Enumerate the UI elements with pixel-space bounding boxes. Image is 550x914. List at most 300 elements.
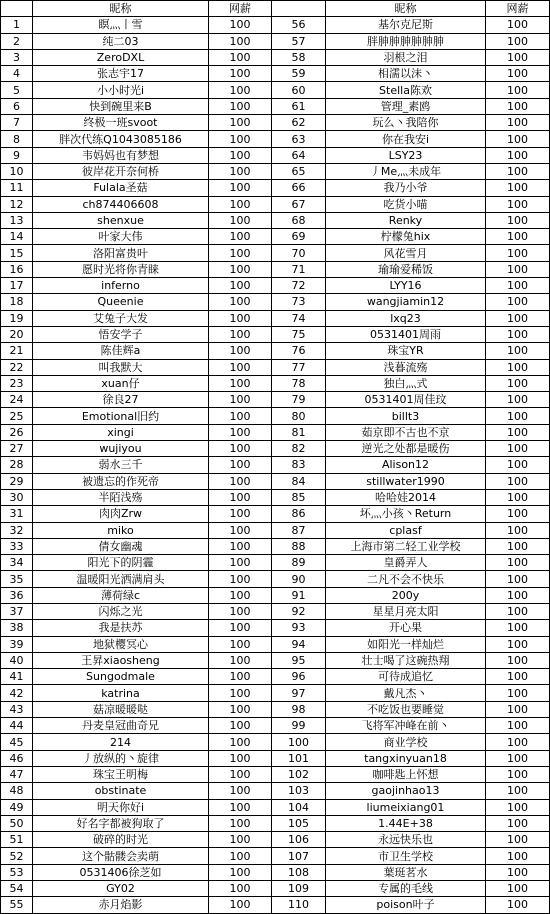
cell-nickname-right: 0531401周佳玟	[326, 392, 486, 408]
cell-salary-left: 100	[209, 587, 272, 603]
cell-index-right: 64	[272, 147, 326, 163]
table-row	[1, 815, 550, 831]
table-row	[1, 783, 550, 799]
cell-salary-right: 100	[486, 359, 550, 375]
cell-salary-right: 100	[486, 571, 550, 587]
cell-salary-left: 100	[209, 522, 272, 538]
cell-index-right: 105	[272, 815, 326, 831]
cell-salary-left: 100	[209, 375, 272, 391]
cell-index-right: 83	[272, 457, 326, 473]
cell-salary-left: 100	[209, 326, 272, 342]
cell-nickname-left: 0531406徐芝如	[33, 864, 209, 880]
cell-index-right: 98	[272, 701, 326, 717]
cell-salary-right: 100	[486, 310, 550, 326]
table-row	[1, 587, 550, 603]
cell-nickname-right: wangjiamin12	[326, 294, 486, 310]
header-index-right	[272, 1, 326, 17]
cell-index-right: 70	[272, 245, 326, 261]
cell-nickname-right: poison叶子	[326, 897, 486, 913]
cell-salary-left: 100	[209, 864, 272, 880]
cell-nickname-right: 风花雪月	[326, 245, 486, 261]
cell-nickname-right: lxq23	[326, 310, 486, 326]
cell-index-right: 60	[272, 82, 326, 98]
cell-salary-left: 100	[209, 261, 272, 277]
cell-index-left: 54	[1, 881, 33, 897]
table-row	[1, 457, 550, 473]
cell-index-right: 67	[272, 196, 326, 212]
cell-index-right: 76	[272, 343, 326, 359]
cell-nickname-left: 艾兔子大发	[33, 310, 209, 326]
cell-salary-right: 100	[486, 261, 550, 277]
cell-salary-left: 100	[209, 408, 272, 424]
cell-salary-right: 100	[486, 17, 550, 33]
cell-index-left: 2	[1, 33, 33, 49]
cell-salary-right: 100	[486, 555, 550, 571]
cell-nickname-right: tangxinyuan18	[326, 750, 486, 766]
cell-nickname-right: billt3	[326, 408, 486, 424]
cell-nickname-right: 坏灬小孩丶Return	[326, 506, 486, 522]
cell-index-right: 109	[272, 881, 326, 897]
cell-nickname-right: Renky	[326, 212, 486, 228]
cell-nickname-right: 玩么丶我陪你	[326, 115, 486, 131]
cell-index-left: 22	[1, 359, 33, 375]
cell-nickname-left: 菇凉暖暖哒	[33, 701, 209, 717]
cell-index-left: 41	[1, 669, 33, 685]
table-row	[1, 180, 550, 196]
cell-index-left: 31	[1, 506, 33, 522]
header-salary-right: 网薪	[486, 1, 550, 17]
cell-index-left: 8	[1, 131, 33, 147]
cell-index-left: 36	[1, 587, 33, 603]
cell-index-right: 79	[272, 392, 326, 408]
cell-index-right: 74	[272, 310, 326, 326]
cell-nickname-left: 肉肉Zrw	[33, 506, 209, 522]
cell-nickname-left: Queenie	[33, 294, 209, 310]
cell-nickname-right: 专属的毛线	[326, 881, 486, 897]
cell-index-left: 35	[1, 571, 33, 587]
cell-index-left: 11	[1, 180, 33, 196]
cell-index-left: 25	[1, 408, 33, 424]
table-row	[1, 881, 550, 897]
cell-nickname-right: stillwater1990	[326, 473, 486, 489]
cell-nickname-right: 上海市第二轻工业学校	[326, 538, 486, 554]
cell-nickname-right: 200y	[326, 587, 486, 603]
cell-nickname-left: xuan仔	[33, 375, 209, 391]
cell-nickname-right: 吃货小喵	[326, 196, 486, 212]
cell-salary-right: 100	[486, 897, 550, 913]
cell-index-left: 38	[1, 620, 33, 636]
cell-index-right: 78	[272, 375, 326, 391]
cell-nickname-left: 愿时光将你青睐	[33, 261, 209, 277]
cell-index-left: 44	[1, 718, 33, 734]
table-row	[1, 718, 550, 734]
cell-salary-right: 100	[486, 49, 550, 65]
cell-salary-left: 100	[209, 98, 272, 114]
cell-index-left: 21	[1, 343, 33, 359]
table-row	[1, 17, 550, 33]
table-row	[1, 441, 550, 457]
cell-index-left: 23	[1, 375, 33, 391]
cell-index-right: 89	[272, 555, 326, 571]
table-row	[1, 506, 550, 522]
cell-nickname-right: 不吃饭也要睡觉	[326, 701, 486, 717]
cell-salary-right: 100	[486, 718, 550, 734]
cell-nickname-right: 基尔克尼斯	[326, 17, 486, 33]
cell-salary-right: 100	[486, 392, 550, 408]
cell-salary-right: 100	[486, 180, 550, 196]
cell-index-right: 104	[272, 799, 326, 815]
cell-nickname-right: gaojinhao13	[326, 783, 486, 799]
cell-salary-left: 100	[209, 180, 272, 196]
cell-salary-left: 100	[209, 457, 272, 473]
cell-salary-right: 100	[486, 115, 550, 131]
cell-nickname-left: katrina	[33, 685, 209, 701]
cell-index-left: 40	[1, 652, 33, 668]
cell-salary-right: 100	[486, 278, 550, 294]
table-row	[1, 766, 550, 782]
cell-index-right: 69	[272, 229, 326, 245]
cell-index-right: 93	[272, 620, 326, 636]
header-salary-left: 网薪	[209, 1, 272, 17]
cell-index-left: 30	[1, 489, 33, 505]
cell-salary-right: 100	[486, 864, 550, 880]
cell-nickname-left: 我是扶苏	[33, 620, 209, 636]
cell-index-right: 85	[272, 489, 326, 505]
cell-index-right: 88	[272, 538, 326, 554]
cell-salary-left: 100	[209, 82, 272, 98]
cell-nickname-right: Alison12	[326, 457, 486, 473]
cell-nickname-left: 被遗忘的作死帝	[33, 473, 209, 489]
cell-index-left: 51	[1, 832, 33, 848]
cell-nickname-left: 陈佳辉a	[33, 343, 209, 359]
cell-nickname-right: LYY16	[326, 278, 486, 294]
table-row	[1, 571, 550, 587]
cell-salary-right: 100	[486, 636, 550, 652]
cell-index-left: 7	[1, 115, 33, 131]
table-row	[1, 489, 550, 505]
table-row	[1, 392, 550, 408]
cell-salary-right: 100	[486, 457, 550, 473]
cell-nickname-right: 哈哈娃2014	[326, 489, 486, 505]
cell-index-left: 6	[1, 98, 33, 114]
cell-index-right: 92	[272, 603, 326, 619]
cell-salary-left: 100	[209, 212, 272, 228]
cell-salary-left: 100	[209, 424, 272, 440]
cell-nickname-left: 破碎的时光	[33, 832, 209, 848]
cell-nickname-left: 好名字都被狗取了	[33, 815, 209, 831]
cell-nickname-right: 二凡不会不快乐	[326, 571, 486, 587]
cell-nickname-right: 开心果	[326, 620, 486, 636]
cell-nickname-left: 张志宇17	[33, 66, 209, 82]
cell-nickname-left: 阳光下的阴霾	[33, 555, 209, 571]
cell-nickname-left: 悟安学子	[33, 326, 209, 342]
cell-index-right: 62	[272, 115, 326, 131]
table-row	[1, 115, 550, 131]
cell-index-right: 97	[272, 685, 326, 701]
cell-index-right: 95	[272, 652, 326, 668]
cell-index-right: 82	[272, 441, 326, 457]
cell-salary-right: 100	[486, 212, 550, 228]
cell-salary-right: 100	[486, 799, 550, 815]
table-row	[1, 832, 550, 848]
cell-nickname-left: ch874406608	[33, 196, 209, 212]
cell-salary-left: 100	[209, 652, 272, 668]
cell-index-right: 59	[272, 66, 326, 82]
cell-nickname-right: 永远快乐也	[326, 832, 486, 848]
cell-nickname-left: 瞑灬丨雪	[33, 17, 209, 33]
cell-index-right: 102	[272, 766, 326, 782]
cell-salary-left: 100	[209, 310, 272, 326]
cell-nickname-left: 快到碗里来B	[33, 98, 209, 114]
cell-nickname-right: 0531401周雨	[326, 326, 486, 342]
cell-salary-left: 100	[209, 33, 272, 49]
cell-salary-left: 100	[209, 245, 272, 261]
cell-salary-left: 100	[209, 734, 272, 750]
cell-nickname-left: wujiyou	[33, 441, 209, 457]
cell-nickname-left: 珠宝王明梅	[33, 766, 209, 782]
table-row	[1, 603, 550, 619]
cell-salary-left: 100	[209, 147, 272, 163]
cell-nickname-right: 我乃小爷	[326, 180, 486, 196]
cell-salary-right: 100	[486, 82, 550, 98]
cell-index-right: 71	[272, 261, 326, 277]
cell-salary-left: 100	[209, 115, 272, 131]
cell-nickname-left: 丿放纵的丶旋律	[33, 750, 209, 766]
header-nickname-right: 昵称	[326, 1, 486, 17]
cell-index-right: 87	[272, 522, 326, 538]
cell-index-left: 52	[1, 848, 33, 864]
cell-salary-right: 100	[486, 603, 550, 619]
table-row	[1, 294, 550, 310]
cell-salary-right: 100	[486, 98, 550, 114]
cell-index-left: 14	[1, 229, 33, 245]
cell-salary-right: 100	[486, 196, 550, 212]
table-row	[1, 98, 550, 114]
cell-salary-right: 100	[486, 424, 550, 440]
table-row	[1, 685, 550, 701]
cell-nickname-right: 逆光之处都是暖伤	[326, 441, 486, 457]
cell-index-left: 24	[1, 392, 33, 408]
cell-nickname-right: 星星月亮太阳	[326, 603, 486, 619]
cell-index-left: 33	[1, 538, 33, 554]
cell-index-left: 26	[1, 424, 33, 440]
cell-salary-left: 100	[209, 783, 272, 799]
table-row	[1, 473, 550, 489]
cell-nickname-right: 市卫生学校	[326, 848, 486, 864]
cell-salary-left: 100	[209, 506, 272, 522]
cell-index-right: 100	[272, 734, 326, 750]
cell-nickname-right: 葉珽茗水	[326, 864, 486, 880]
cell-nickname-left: 丹麦皇冠曲奇兄	[33, 718, 209, 734]
cell-salary-left: 100	[209, 766, 272, 782]
cell-nickname-right: 可待成追忆	[326, 669, 486, 685]
cell-index-left: 49	[1, 799, 33, 815]
cell-salary-left: 100	[209, 441, 272, 457]
cell-salary-left: 100	[209, 392, 272, 408]
cell-nickname-right: LSY23	[326, 147, 486, 163]
cell-salary-left: 100	[209, 473, 272, 489]
table-row	[1, 33, 550, 49]
cell-salary-left: 100	[209, 538, 272, 554]
cell-index-left: 45	[1, 734, 33, 750]
cell-nickname-left: obstinate	[33, 783, 209, 799]
cell-index-right: 84	[272, 473, 326, 489]
cell-nickname-left: 叶家大伟	[33, 229, 209, 245]
cell-salary-right: 100	[486, 734, 550, 750]
cell-index-left: 42	[1, 685, 33, 701]
cell-index-right: 81	[272, 424, 326, 440]
cell-salary-left: 100	[209, 718, 272, 734]
cell-index-right: 94	[272, 636, 326, 652]
cell-salary-right: 100	[486, 489, 550, 505]
cell-nickname-right: 相濡以沫丶	[326, 66, 486, 82]
cell-index-left: 18	[1, 294, 33, 310]
cell-nickname-left: 叫我默大	[33, 359, 209, 375]
cell-salary-right: 100	[486, 506, 550, 522]
cell-nickname-left: shenxue	[33, 212, 209, 228]
table-row	[1, 636, 550, 652]
cell-index-left: 20	[1, 326, 33, 342]
cell-salary-right: 100	[486, 163, 550, 179]
table-row	[1, 864, 550, 880]
cell-salary-right: 100	[486, 538, 550, 554]
cell-index-right: 66	[272, 180, 326, 196]
cell-index-right: 101	[272, 750, 326, 766]
table-row	[1, 734, 550, 750]
cell-nickname-left: Sungodmale	[33, 669, 209, 685]
cell-index-left: 15	[1, 245, 33, 261]
cell-index-left: 27	[1, 441, 33, 457]
cell-nickname-right: 你在我安i	[326, 131, 486, 147]
cell-salary-left: 100	[209, 163, 272, 179]
cell-index-left: 12	[1, 196, 33, 212]
cell-index-left: 32	[1, 522, 33, 538]
table-row	[1, 750, 550, 766]
table-row	[1, 147, 550, 163]
cell-nickname-right: 茹京即不古也不京	[326, 424, 486, 440]
cell-nickname-right: 珠宝YR	[326, 343, 486, 359]
cell-nickname-left: xingi	[33, 424, 209, 440]
cell-nickname-right: 皇爵弄人	[326, 555, 486, 571]
cell-nickname-left: 韦妈妈也有梦想	[33, 147, 209, 163]
cell-salary-left: 100	[209, 620, 272, 636]
cell-nickname-right: 咖啡匙上怀想	[326, 766, 486, 782]
cell-index-left: 50	[1, 815, 33, 831]
table-row	[1, 229, 550, 245]
cell-salary-left: 100	[209, 701, 272, 717]
cell-index-right: 73	[272, 294, 326, 310]
cell-index-left: 10	[1, 163, 33, 179]
table-row	[1, 522, 550, 538]
cell-salary-right: 100	[486, 326, 550, 342]
cell-index-right: 91	[272, 587, 326, 603]
table-row	[1, 701, 550, 717]
cell-salary-left: 100	[209, 278, 272, 294]
cell-salary-left: 100	[209, 636, 272, 652]
cell-index-left: 53	[1, 864, 33, 880]
cell-index-left: 17	[1, 278, 33, 294]
table-row	[1, 245, 550, 261]
cell-index-left: 55	[1, 897, 33, 913]
cell-salary-right: 100	[486, 750, 550, 766]
cell-salary-left: 100	[209, 571, 272, 587]
cell-index-left: 13	[1, 212, 33, 228]
cell-salary-right: 100	[486, 620, 550, 636]
table-body	[1, 17, 550, 913]
cell-salary-left: 100	[209, 815, 272, 831]
cell-index-left: 1	[1, 17, 33, 33]
cell-nickname-left: 终极一班svoot	[33, 115, 209, 131]
cell-nickname-left: 半陌浅殇	[33, 489, 209, 505]
cell-salary-right: 100	[486, 669, 550, 685]
table-row	[1, 652, 550, 668]
cell-salary-left: 100	[209, 750, 272, 766]
table-row	[1, 555, 550, 571]
cell-index-left: 9	[1, 147, 33, 163]
cell-salary-right: 100	[486, 848, 550, 864]
cell-salary-left: 100	[209, 294, 272, 310]
cell-index-right: 107	[272, 848, 326, 864]
table-row	[1, 196, 550, 212]
table-row	[1, 375, 550, 391]
cell-nickname-right: 1.44E+38	[326, 815, 486, 831]
cell-salary-right: 100	[486, 375, 550, 391]
cell-nickname-left: 洛阳富贵叶	[33, 245, 209, 261]
header-row	[1, 1, 550, 17]
cell-salary-left: 100	[209, 66, 272, 82]
cell-nickname-right: 柠檬兔hix	[326, 229, 486, 245]
table-row	[1, 897, 550, 913]
cell-salary-right: 100	[486, 66, 550, 82]
cell-nickname-right: 瑜瑜爱稀饭	[326, 261, 486, 277]
cell-salary-right: 100	[486, 147, 550, 163]
cell-salary-left: 100	[209, 555, 272, 571]
cell-index-left: 19	[1, 310, 33, 326]
table-row	[1, 848, 550, 864]
table-row	[1, 261, 550, 277]
cell-index-right: 96	[272, 669, 326, 685]
table-row	[1, 538, 550, 554]
cell-index-left: 46	[1, 750, 33, 766]
cell-index-right: 63	[272, 131, 326, 147]
cell-nickname-left: 明天你好i	[33, 799, 209, 815]
cell-nickname-left: 小小时光i	[33, 82, 209, 98]
cell-nickname-right: 飞将军冲峰在前丶	[326, 718, 486, 734]
cell-salary-left: 100	[209, 848, 272, 864]
cell-index-left: 5	[1, 82, 33, 98]
cell-nickname-left: 倩女幽魂	[33, 538, 209, 554]
table-row	[1, 669, 550, 685]
cell-salary-right: 100	[486, 408, 550, 424]
cell-salary-right: 100	[486, 783, 550, 799]
cell-salary-left: 100	[209, 603, 272, 619]
cell-index-right: 108	[272, 864, 326, 880]
cell-nickname-left: 彼岸花开奈何桥	[33, 163, 209, 179]
cell-index-left: 16	[1, 261, 33, 277]
cell-salary-right: 100	[486, 701, 550, 717]
cell-index-right: 65	[272, 163, 326, 179]
cell-salary-right: 100	[486, 294, 550, 310]
cell-nickname-left: inferno	[33, 278, 209, 294]
cell-nickname-left: 薄荷绿c	[33, 587, 209, 603]
cell-nickname-left: 赤月焰影	[33, 897, 209, 913]
cell-nickname-left: 地狱樱冥心	[33, 636, 209, 652]
cell-index-right: 77	[272, 359, 326, 375]
cell-salary-left: 100	[209, 17, 272, 33]
cell-salary-right: 100	[486, 652, 550, 668]
cell-salary-right: 100	[486, 245, 550, 261]
cell-index-right: 57	[272, 33, 326, 49]
